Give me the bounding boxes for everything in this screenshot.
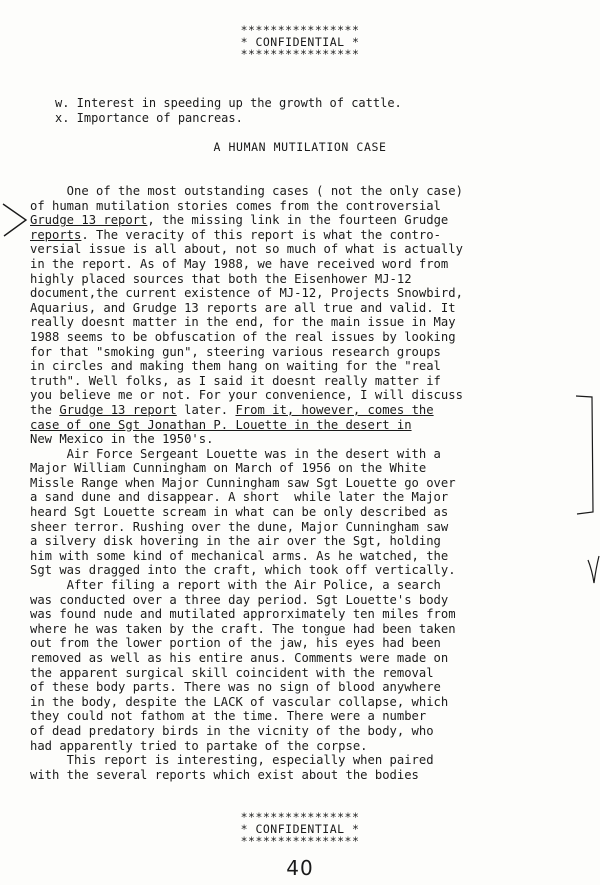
body-text-segment: removed as well as his entire anus. Comments were made on (30, 651, 449, 665)
footer-stars-top: **************** (240, 810, 360, 824)
body-text-segment: a sand dune and disappear. A short while later the Major (30, 490, 449, 505)
body-text-segment: later. (176, 402, 236, 417)
body-text-segment: was found nude and mutilated approrximately ten miles from (30, 607, 456, 622)
body-text-segment: document,the current existence of MJ-12, Projects Snowbird, (30, 286, 463, 301)
body-text-segment: where he was taken by the craft. The tongue had been taken (30, 621, 456, 636)
footer-confidential-label: * CONFIDENTIAL * (240, 822, 360, 836)
body-text-segment: After filing a report with the Air Police, a search (30, 578, 441, 593)
body-text-segment: with the several reports which exist about the bodies (30, 767, 419, 782)
body-text-segment: had apparently tried to partake of the corpse. (30, 738, 368, 753)
body-text-segment: they could not fathom at the time. There were a number (30, 709, 427, 724)
body-text-segment: Air Force Sergeant Louette was in the desert with a (30, 446, 441, 461)
body-text-segment: This report is interesting, especially when paired (30, 753, 434, 768)
body-text-segment: Missle Range when Major Cunningham saw Sgt Louette go over (30, 475, 456, 490)
body-text-segment: Major William Cunningham on March of 1956 on the White (30, 461, 427, 476)
body-text-segment: One of the most outstanding cases ( not the only case) (30, 184, 463, 198)
body-text-segment: you believe me or not. For your convenience, I will discuss (30, 388, 463, 403)
body-text-segment: 1988 seems to be obfuscation of the real issues by looking (30, 329, 456, 344)
body-text-segment: of dead predatory birds in the vicnity of the body, who (30, 723, 434, 738)
right-margin-check-mark (588, 556, 599, 583)
list-item: w. Interest in speeding up the growth of cattle. (55, 96, 402, 110)
body-text-segment: in the body, despite the LACK of vascular collapse, which (30, 694, 449, 709)
underlined-text: reports (30, 227, 82, 242)
body-text-segment: was conducted over a three day period. Sgt Louette's body (30, 592, 449, 607)
handwritten-page-number: 40 (286, 856, 314, 880)
footer-stars-bottom: **************** (240, 834, 360, 848)
body-text-segment: in the report. As of May 1988, we have received word from (30, 256, 449, 271)
body-text-segment: him with some kind of mechanical arms. As he watched, the (30, 548, 449, 563)
header-confidential-label: * CONFIDENTIAL * (240, 35, 360, 49)
body-text-segment: sheer terror. Rushing over the dune, Major Cunningham saw (30, 519, 449, 534)
body-text-segment: truth". Well folks, as I said it doesnt really matter if (30, 373, 441, 388)
underlined-text: From it, however, comes the (235, 402, 434, 417)
section-heading: A HUMAN MUTILATION CASE (213, 140, 387, 154)
body-text-segment: of human mutilation stories comes from the controversial (30, 198, 441, 213)
body-text-segment: heard Sgt Louette scream in what can be only described as (30, 505, 449, 520)
body-text-segment: Sgt was dragged into the craft, which took off vertically. (30, 563, 456, 578)
body-text-segment: . The veracity of this report is what the contro- (81, 227, 441, 242)
body-text-segment: Aquarius, and Grudge 13 reports are all true and valid. It (30, 300, 456, 315)
body-text-segment: a silvery disk hovering in the air over the Sgt, holding (30, 534, 441, 549)
body-text-segment: out from the lower portion of the jaw, his eyes had been (30, 636, 441, 651)
right-margin-bracket-mark (576, 396, 593, 514)
body-text-segment: in circles and making them hang on waiting for the "real (30, 359, 441, 374)
body-text-segment: versial issue is all about, not so much of what is actually (30, 242, 463, 257)
header-stars-bottom: **************** (240, 47, 360, 61)
body-text-segment: the (30, 402, 60, 417)
list-item: x. Importance of pancreas. (55, 111, 243, 125)
body-text-segment: of these body parts. There was no sign of blood anywhere (30, 680, 441, 695)
body-text-segment: New Mexico in the 1950's. (30, 432, 214, 447)
underlined-text: case of one Sgt Jonathan P. Louette in the desert in (30, 417, 412, 432)
body-text-segment: highly placed sources that both the Eisenhower MJ-12 (30, 271, 412, 286)
header-stars-top: **************** (240, 23, 360, 37)
left-margin-bracket-mark (3, 204, 26, 236)
body-text-segment: for that "smoking gun", steering various research groups (30, 344, 441, 359)
body-text-segment: really doesnt matter in the end, for the main issue in May (30, 315, 456, 330)
body-text-segment: , the missing link in the fourteen Grudge (147, 213, 449, 228)
body-text-segment: the apparent surgical skill coincident with the removal (30, 665, 434, 680)
underlined-text: Grudge 13 report (59, 402, 177, 417)
underlined-text: Grudge 13 report (30, 213, 148, 228)
